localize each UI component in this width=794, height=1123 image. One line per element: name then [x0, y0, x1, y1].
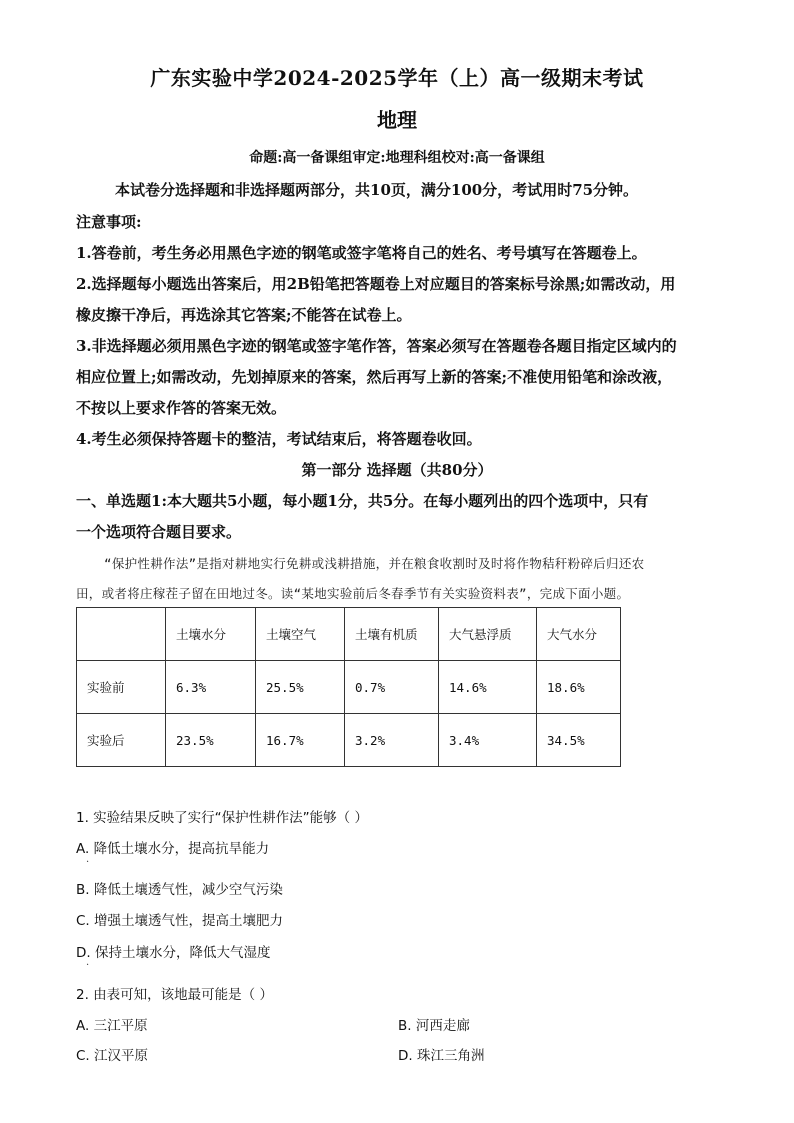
section-instruction: 一、单选题1:本大题共5小题，每小题1分，共5分。在每小题列出的四个选项中，只有	[76, 492, 649, 510]
table-cell: 34.5%	[537, 714, 621, 767]
question-1-option-b[interactable]: B. 降低土壤透气性，减少空气污染	[76, 882, 283, 898]
table-header-cell: 大气悬浮质	[439, 608, 537, 661]
question-1-option-a[interactable]: A. 降低土壤水分，提高抗旱能力	[76, 841, 270, 857]
mark-dot: ·	[86, 857, 90, 868]
table-cell: 25.5%	[256, 661, 345, 714]
question-2-option-a[interactable]: A. 三江平原	[76, 1018, 148, 1034]
exam-title: 广东实验中学2024-2025学年（上）高一级期末考试	[150, 66, 644, 90]
notes-heading: 注意事项:	[76, 213, 142, 231]
table-row	[77, 661, 621, 714]
question-1-option-d[interactable]: D. 保持土壤水分，降低大气湿度	[76, 945, 271, 961]
table-cell: 6.3%	[166, 661, 256, 714]
table-cell: 18.6%	[537, 661, 621, 714]
table-header-cell	[77, 608, 166, 661]
exam-intro: 本试卷分选择题和非选择题两部分，共10页，满分100分，考试用时75分钟。	[115, 181, 639, 199]
mark-dot: ·	[86, 960, 90, 971]
question-1-stem: 1. 实验结果反映了实行“保护性耕作法”能够（ ）	[76, 810, 368, 826]
table-cell: 14.6%	[439, 661, 537, 714]
table-header-cell: 大气水分	[537, 608, 621, 661]
section-title: 第一部分 选择题（共80分）	[301, 461, 493, 479]
passage-line: “保护性耕作法”是指对耕地实行免耕或浅耕措施，并在粮食收割时及时将作物秸秆粉碎后归还农	[104, 556, 645, 571]
note-line: 相应位置上;如需改动，先划掉原来的答案，然后再写上新的答案;不准使用铅笔和涂改液，	[76, 368, 673, 386]
table-cell: 23.5%	[166, 714, 256, 767]
passage-line: 田，或者将庄稼茬子留在田地过冬。读“某地实验前后冬春季节有关实验资料表”，完成下面小题。	[76, 586, 630, 601]
table-header-cell: 土壤有机质	[345, 608, 439, 661]
subject-title: 地理	[377, 108, 417, 132]
table-cell: 3.4%	[439, 714, 537, 767]
question-2-option-d[interactable]: D. 珠江三角洲	[398, 1048, 485, 1064]
credits-line: 命题:高一备课组审定:地理科组校对:高一备课组	[249, 150, 545, 166]
experiment-table	[76, 607, 621, 767]
question-2-stem: 2. 由表可知，该地最可能是（ ）	[76, 987, 273, 1003]
note-line: 2.选择题每小题选出答案后，用2B铅笔把答题卷上对应题目的答案标号涂黑;如需改动，用	[76, 275, 676, 293]
table-cell: 16.7%	[256, 714, 345, 767]
table-header-row	[77, 608, 621, 661]
note-line: 4.考生必须保持答题卡的整洁，考试结束后，将答题卷收回。	[76, 430, 482, 448]
note-line: 3.非选择题必须用黑色字迹的钢笔或签字笔作答，答案必须写在答题卷各题目指定区域内的	[76, 337, 677, 355]
table-cell: 3.2%	[345, 714, 439, 767]
table-cell: 0.7%	[345, 661, 439, 714]
table-row	[77, 714, 621, 767]
section-instruction: 一个选项符合题目要求。	[76, 523, 242, 541]
table-header-cell: 土壤水分	[166, 608, 256, 661]
question-2-option-b[interactable]: B. 河西走廊	[398, 1018, 470, 1034]
table-cell: 实验前	[77, 661, 166, 714]
table-cell: 实验后	[77, 714, 166, 767]
note-line: 1.答卷前，考生务必用黑色字迹的钢笔或签字笔将自己的姓名、考号填写在答题卷上。	[76, 244, 647, 262]
question-2-option-c[interactable]: C. 江汉平原	[76, 1048, 149, 1064]
question-1-option-c[interactable]: C. 增强土壤透气性，提高土壤肥力	[76, 913, 284, 929]
table-header-cell: 土壤空气	[256, 608, 345, 661]
note-line: 不按以上要求作答的答案无效。	[76, 399, 287, 417]
note-line: 橡皮擦干净后，再选涂其它答案;不能答在试卷上。	[76, 306, 412, 324]
